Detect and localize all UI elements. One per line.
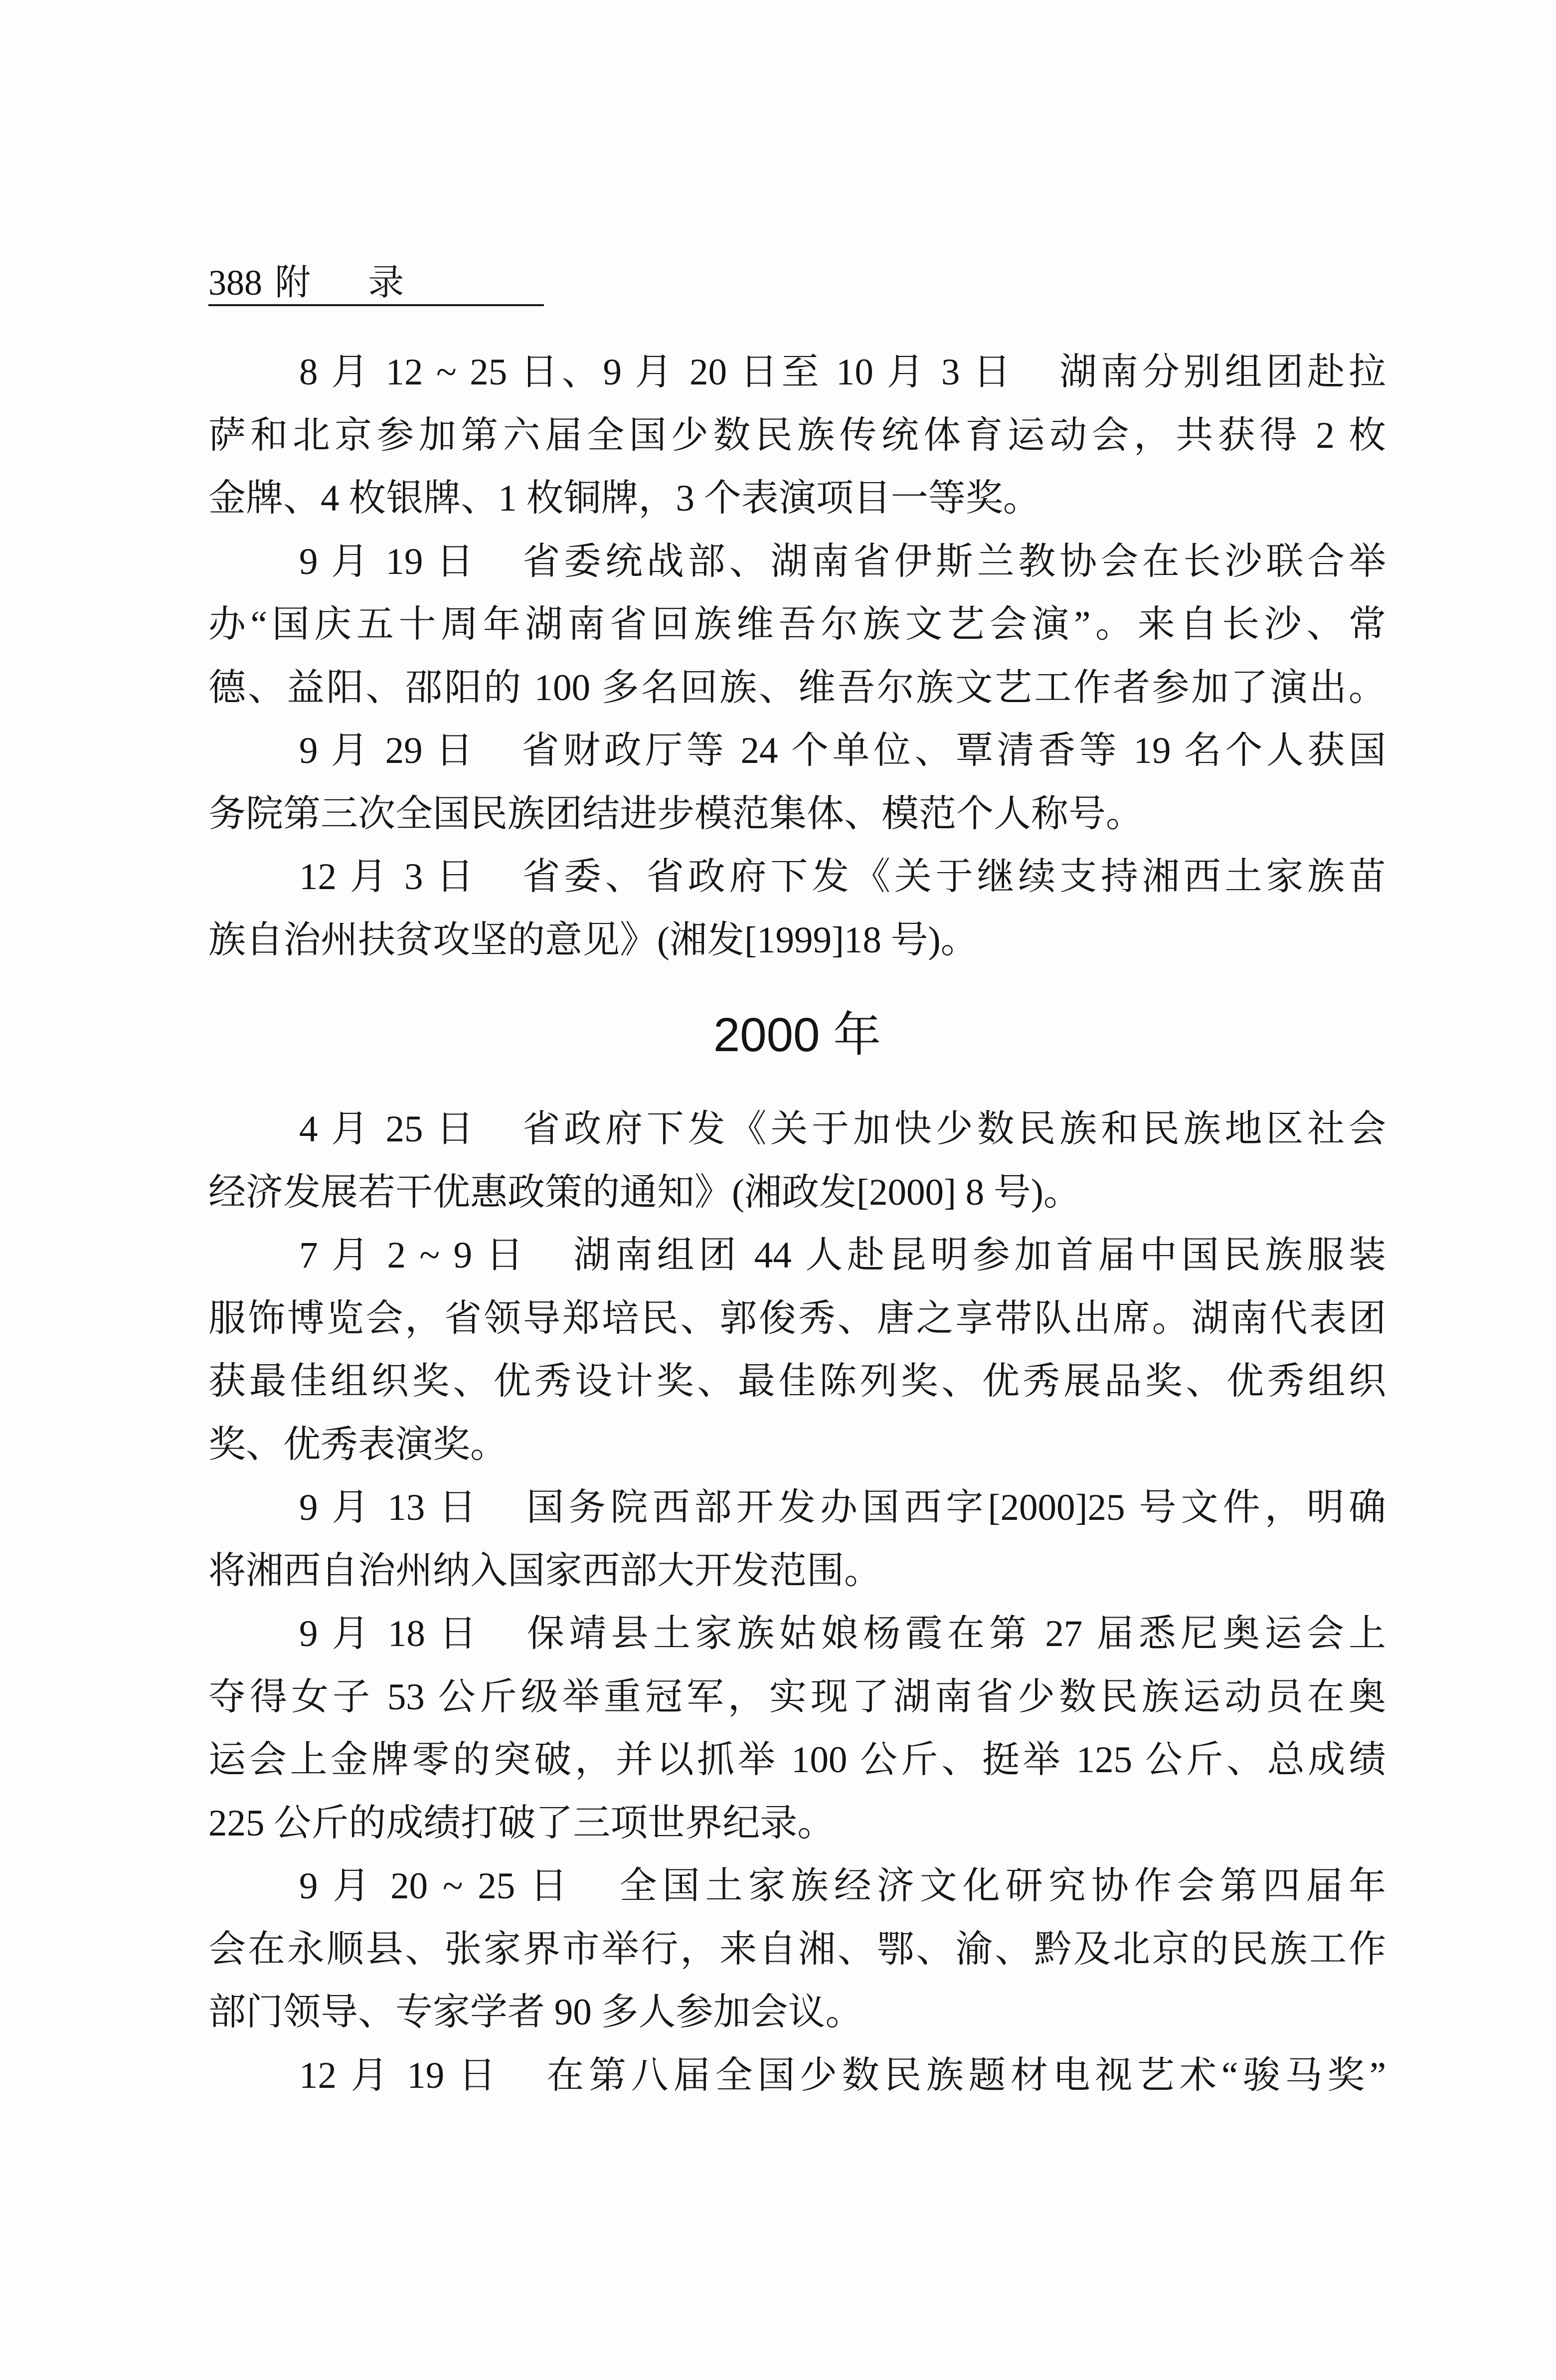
chronology-entry bbox=[208, 1603, 1386, 1855]
entry-text: 国务院西部开发办国西字[2000]25 号文件，明确 bbox=[521, 1487, 1386, 1528]
entry-first-line bbox=[208, 341, 1386, 404]
running-head bbox=[208, 261, 544, 306]
entry-date: 9 月 18 日 bbox=[299, 1613, 482, 1654]
chronology-entry bbox=[208, 1476, 1386, 1603]
entry-first-line bbox=[208, 2044, 1386, 2108]
entry-line: 奖、优秀表演奖。 bbox=[208, 1424, 508, 1465]
page-body bbox=[208, 341, 1386, 2107]
entry-line: 将湘西自治州纳入国家西部大开发范围。 bbox=[208, 1550, 882, 1592]
entry-date: 7 月 2 ~ 9 日 bbox=[299, 1235, 528, 1276]
entry-text: 湖南分别组团赴拉 bbox=[1055, 352, 1386, 393]
chronology-entry bbox=[208, 341, 1386, 531]
entry-date: 9 月 13 日 bbox=[299, 1487, 481, 1528]
entry-date: 9 月 19 日 bbox=[299, 541, 478, 582]
entry-first-line bbox=[208, 1603, 1386, 1666]
entry-line: 会在永顺县、张家界市举行，来自湘、鄂、渝、黔及北京的民族工作 bbox=[208, 1928, 1386, 1970]
chronology-entry bbox=[208, 846, 1386, 972]
page-number: 388 bbox=[208, 263, 262, 303]
entry-text: 省政府下发《关于加快少数民族和民族地区社会 bbox=[519, 1108, 1386, 1150]
entry-line: 运会上金牌零的突破，并以抓举 100 公斤、挺举 125 公斤、总成绩 bbox=[208, 1739, 1386, 1781]
entry-line: 夺得女子 53 公斤级举重冠军，实现了湖南省少数民族运动员在奥 bbox=[208, 1676, 1386, 1718]
entry-first-line bbox=[208, 1476, 1386, 1540]
entry-line: 经济发展若干优惠政策的通知》(湘政发[2000] 8 号)。 bbox=[208, 1171, 1081, 1213]
entry-first-line bbox=[208, 846, 1386, 909]
entry-date: 8 月 12 ~ 25 日、9 月 20 日至 10 月 3 日 bbox=[299, 352, 1015, 393]
entry-line: 服饰博览会，省领导郑培民、郭俊秀、唐之享带队出席。湖南代表团 bbox=[208, 1297, 1386, 1339]
entry-line: 办“国庆五十周年湖南省回族维吾尔族文艺会演”。来自长沙、常 bbox=[208, 604, 1386, 645]
section-title: 附 录 bbox=[275, 263, 415, 303]
entry-date: 12 月 19 日 bbox=[299, 2054, 501, 2096]
entry-text: 省财政厅等 24 个单位、覃清香等 19 名个人获国 bbox=[518, 730, 1386, 771]
entry-text: 在第八届全国少数民族题材电视艺术“骏马奖” bbox=[541, 2054, 1386, 2096]
entry-text: 省委统战部、湖南省伊斯兰教协会在长沙联合举 bbox=[519, 541, 1386, 582]
entry-line: 萨和北京参加第六届全国少数民族传统体育运动会，共获得 2 枚 bbox=[208, 414, 1386, 456]
entry-first-line bbox=[208, 531, 1386, 594]
entry-line: 部门领导、专家学者 90 多人参加会议。 bbox=[208, 1992, 863, 2033]
entry-line: 金牌、4 枚银牌、1 枚铜牌，3 个表演项目一等奖。 bbox=[208, 478, 1040, 519]
chronology-entry bbox=[208, 1224, 1386, 1476]
entry-line: 族自治州扶贫攻坚的意见》(湘发[1999]18 号)。 bbox=[208, 919, 978, 961]
year-heading: 2000 年 bbox=[713, 1008, 881, 1062]
entry-text: 全国土家族经济文化研究协作会第四届年 bbox=[614, 1865, 1386, 1907]
chronology-entry bbox=[208, 1855, 1386, 2044]
chronology-entry bbox=[208, 720, 1386, 846]
chronology-entry bbox=[208, 531, 1386, 720]
entry-first-line bbox=[208, 720, 1386, 783]
entry-text: 保靖县土家族姑娘杨霞在第 27 届悉尼奥运会上 bbox=[522, 1613, 1386, 1654]
entry-text: 湖南组团 44 人赴昆明参加首届中国民族服装 bbox=[569, 1235, 1386, 1276]
chronology-entry bbox=[208, 1098, 1386, 1224]
entry-date: 9 月 20 ~ 25 日 bbox=[299, 1865, 573, 1907]
entry-text: 省委、省政府下发《关于继续支持湘西土家族苗 bbox=[519, 856, 1386, 898]
entry-date: 12 月 3 日 bbox=[299, 856, 478, 898]
chronology-entry bbox=[208, 2044, 1386, 2108]
entry-first-line bbox=[208, 1098, 1386, 1161]
entry-line: 获最佳组织奖、优秀设计奖、最佳陈列奖、优秀展品奖、优秀组织 bbox=[208, 1361, 1386, 1402]
entry-line: 225 公斤的成绩打破了三项世界纪录。 bbox=[208, 1802, 835, 1844]
entry-first-line bbox=[208, 1224, 1386, 1287]
entry-line: 德、益阳、邵阳的 100 多名回族、维吾尔族文艺工作者参加了演出。 bbox=[208, 667, 1386, 709]
entry-date: 9 月 29 日 bbox=[299, 730, 477, 771]
entry-date: 4 月 25 日 bbox=[299, 1108, 478, 1150]
entry-first-line bbox=[208, 1855, 1386, 1918]
entry-line: 务院第三次全国民族团结进步模范集体、模范个人称号。 bbox=[208, 793, 1144, 835]
